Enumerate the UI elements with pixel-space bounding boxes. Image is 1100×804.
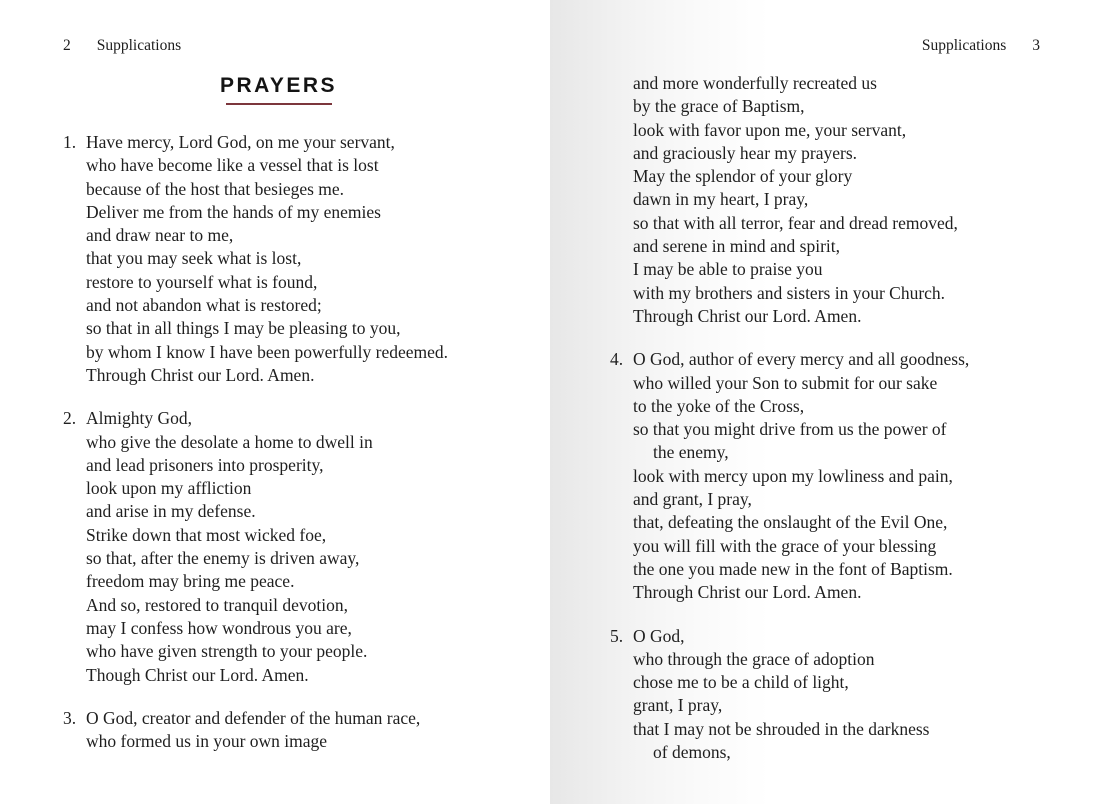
prayer-line: who through the grace of adoption [633, 648, 875, 669]
right-page [550, 0, 1100, 804]
prayer-line: you will fill with the grace of your blessing [633, 535, 937, 556]
right-prayers-list [610, 72, 1040, 764]
prayer-line: May the splendor of your glory [633, 166, 853, 187]
prayer-line: and grant, I pray, [633, 489, 752, 510]
prayer-line: And so, restored to tranquil devotion, [86, 594, 348, 615]
prayer-line: who give the desolate a home to dwell in [86, 431, 373, 452]
right-running-header [610, 36, 1040, 56]
prayer-line: because of the host that besieges me. [86, 178, 345, 199]
prayer-block [63, 131, 494, 387]
prayer-line: who formed us in your own image [86, 731, 328, 752]
prayer-number: 1. [63, 132, 77, 152]
prayer-line: Through Christ our Lord. Amen. [633, 305, 862, 326]
left-page-number: 2 [63, 37, 71, 54]
prayer-line: that, defeating the onslaught of the Evil One, [633, 512, 948, 533]
prayer-line: and more wonderfully recreated us [633, 73, 877, 93]
left-running-header [63, 36, 494, 56]
prayer-line: I may be able to praise you [633, 259, 823, 280]
prayer-number: 3. [63, 707, 77, 728]
prayer-line: so that in all things I may be pleasing to you, [86, 318, 401, 339]
prayer-line: to the yoke of the Cross, [633, 395, 805, 416]
prayer-number: 4. [610, 349, 624, 370]
prayer-line: Strike down that most wicked foe, [86, 524, 327, 545]
prayer-line: look with favor upon me, your servant, [633, 119, 907, 140]
prayer-line: by whom I know I have been powerfully redeemed. [86, 341, 449, 362]
prayer-line: who have given strength to your people. [86, 641, 368, 662]
prayer-lines [86, 131, 494, 387]
prayer-number [610, 72, 633, 328]
right-page-number: 3 [1032, 37, 1040, 54]
prayer-line: the enemy, [653, 442, 729, 463]
prayer-line: look upon my affliction [86, 478, 252, 499]
prayer-line: O God, [633, 625, 685, 646]
prayer-line: Though Christ our Lord. Amen. [86, 664, 309, 685]
prayer-line: and draw near to me, [86, 225, 234, 246]
prayer-block [63, 407, 494, 687]
prayer-block [610, 348, 1040, 604]
prayer-line: by the grace of Baptism, [633, 96, 805, 117]
prayer-line: the one you made new in the font of Baptism. [633, 558, 953, 579]
prayer-line: so that with all terror, fear and dread removed, [633, 212, 958, 233]
prayer-line: chose me to be a child of light, [633, 672, 849, 693]
prayer-line: freedom may bring me peace. [86, 571, 295, 592]
prayer-line: that I may not be shrouded in the darkness [633, 718, 930, 739]
right-running-title: Supplications [921, 37, 1007, 54]
left-running-title: Supplications [96, 37, 182, 54]
prayer-line: Through Christ our Lord. Amen. [633, 582, 862, 603]
left-prayers-list [63, 131, 494, 753]
prayer-line: and not abandon what is restored; [86, 295, 322, 316]
prayer-line: and serene in mind and spirit, [633, 236, 841, 257]
prayer-lines [633, 348, 1040, 604]
prayer-line: who have become like a vessel that is lost [86, 155, 379, 176]
prayer-lines [633, 625, 1040, 765]
prayer-line: Deliver me from the hands of my enemies [86, 201, 381, 222]
prayer-block [610, 625, 1040, 765]
prayer-line: Almighty God, [86, 408, 192, 429]
prayer-line: look with mercy upon my lowliness and pain, [633, 465, 953, 486]
prayer-line: with my brothers and sisters in your Church. [633, 282, 946, 303]
prayer-line: restore to yourself what is found, [86, 271, 318, 292]
prayer-block [63, 707, 494, 754]
prayer-line: of demons, [653, 742, 731, 763]
prayer-line: who willed your Son to submit for our sake [633, 372, 938, 393]
prayer-lines [86, 707, 494, 754]
prayer-block [610, 72, 1040, 328]
prayer-line: dawn in my heart, I pray, [633, 189, 809, 210]
prayer-lines [633, 72, 1040, 328]
prayer-line: Have mercy, Lord God, on me your servant, [86, 132, 395, 152]
prayer-number: 5. [610, 625, 624, 646]
prayer-line: O God, creator and defender of the human race, [86, 707, 421, 728]
prayer-lines [86, 407, 494, 687]
prayer-line: and arise in my defense. [86, 501, 256, 522]
prayer-line: and graciously hear my prayers. [633, 142, 858, 163]
prayer-line: so that, after the enemy is driven away, [86, 548, 360, 569]
prayer-line: and lead prisoners into prosperity, [86, 454, 324, 475]
prayer-line: so that you might drive from us the power of [633, 419, 947, 440]
section-title: PRAYERS [219, 74, 338, 97]
prayer-line: O God, author of every mercy and all goodness, [633, 349, 970, 370]
prayer-line: grant, I pray, [633, 695, 723, 716]
title-underline [226, 103, 332, 105]
prayer-line: may I confess how wondrous you are, [86, 617, 352, 638]
prayer-line: Through Christ our Lord. Amen. [86, 364, 315, 385]
prayer-number: 2. [63, 408, 77, 429]
prayer-line: that you may seek what is lost, [86, 248, 302, 269]
